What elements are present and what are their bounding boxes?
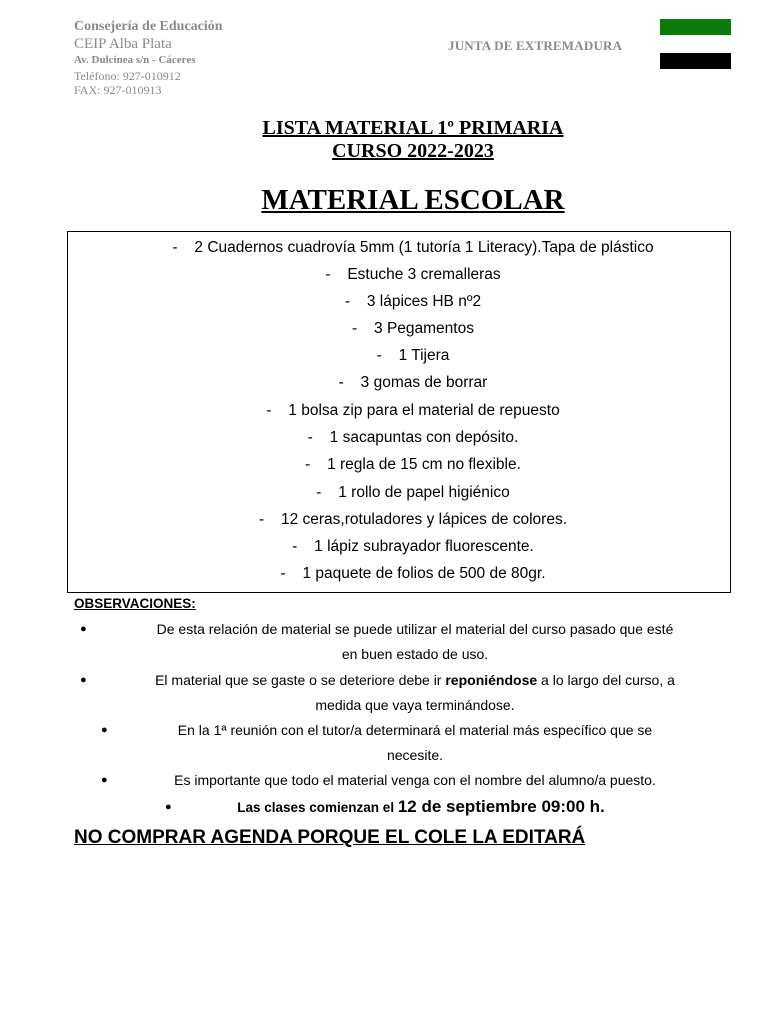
material-item: - 1 bolsa zip para el material de repuesto [266,402,560,419]
materials-box [67,231,731,593]
bullet-icon: ● [101,724,108,736]
observation-3-line-2: necesite. [386,747,444,763]
observation-2-line-1: El material que se gaste o se deteriore debe ir reponiéndose a lo largo del curso, a [155,672,675,688]
material-item: - 3 lápices HB nº2 [344,293,482,310]
material-item: - 1 rollo de papel higiénico [316,484,510,501]
bullet-icon: ● [165,801,172,813]
bullet-icon: ● [80,623,87,635]
header-org: Consejería de Educación [74,19,223,34]
observation-2-line-2: medida que vaya terminándose. [315,697,515,713]
header-fax: FAX: 927-010913 [74,83,162,97]
observation-3-line-1: En la 1ª reunión con el tutor/a determinará el material más específico que se [177,722,653,738]
material-item: - 2 Cuadernos cuadrovía 5mm (1 tutoría 1 Literacy).Tapa de plástico [172,239,654,256]
material-item: - 12 ceras,rotuladores y lápices de colores. [258,511,568,528]
course-title: CURSO 2022-2023 [332,140,494,162]
bullet-icon: ● [80,674,87,686]
material-item: - Estuche 3 cremalleras [325,266,501,283]
list-title: LISTA MATERIAL 1º PRIMARIA [262,117,564,139]
flag-green-stripe [660,19,731,35]
observation-1-line-1: De esta relación de material se puede utilizar el material del curso pasado que esté [156,621,674,637]
observations-title: OBSERVACIONES: [74,596,196,611]
header-address: Av. Dulcinea s/n - Cáceres [74,54,196,66]
material-item: - 1 lápiz subrayador fluorescente. [292,538,534,555]
material-item: - 3 Pegamentos [352,320,474,337]
material-item: - 1 regla de 15 cm no flexible. [305,456,521,473]
flag-white-stripe [660,36,731,53]
material-item: - 3 gomas de borrar [338,374,488,391]
material-item: - 1 Tijera [376,347,450,364]
final-note: NO COMPRAR AGENDA PORQUE EL COLE LA EDITARÁ [74,827,586,848]
material-item: - 1 paquete de folios de 500 de 80gr. [280,565,546,582]
observation-1-line-2: en buen estado de uso. [341,646,489,662]
observation-4: Es importante que todo el material venga con el nombre del alumno/a puesto. [174,772,656,788]
header-phone: Teléfono: 927-010912 [74,69,181,83]
observation-5: Las clases comienzan el 12 de septiembre 09:00 h. [237,797,605,816]
flag-black-stripe [660,53,731,69]
section-title: MATERIAL ESCOLAR [261,184,565,216]
bullet-icon: ● [101,774,108,786]
material-item: - 1 sacapuntas con depósito. [307,429,519,446]
header-junta: JUNTA DE EXTREMADURA [448,38,623,53]
header-school: CEIP Alba Plata [74,36,172,52]
